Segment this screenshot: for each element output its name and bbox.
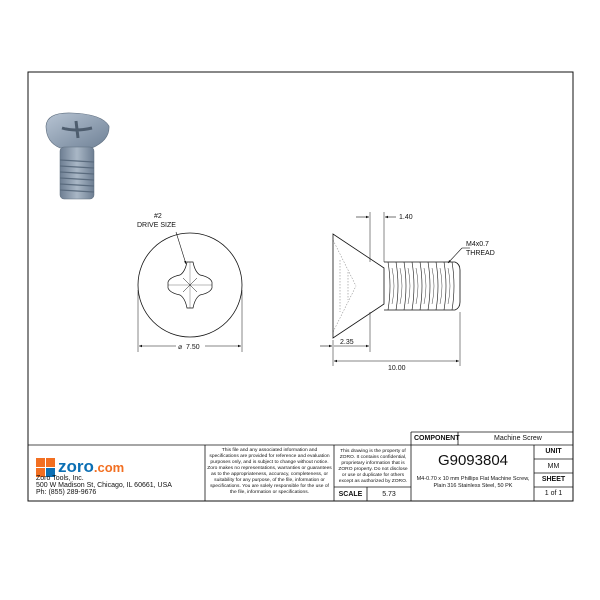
component-label: COMPONENT: [414, 435, 460, 442]
screw-render-icon: [46, 113, 109, 199]
head-thickness-dimension: 1.40: [399, 214, 413, 221]
screw-head-front-view: [138, 232, 242, 352]
logo-wordmark: zoro.com: [58, 457, 125, 476]
company-name: Zoro Tools, Inc.: [36, 475, 84, 482]
scale-value: 5.73: [382, 491, 396, 498]
property-notice: This drawing is the property of ZORO. It contains confidential, proprietary information that is ZORO property. Do not disclose or use or duplicate for others except as authorized by ZORO.: [338, 449, 408, 484]
thread-leader: [448, 248, 462, 263]
component-value: Machine Screw: [494, 435, 542, 442]
company-address: 500 W Madison St, Chicago, IL 60661, USA: [36, 482, 172, 489]
sheet-value: 1 of 1: [544, 490, 563, 497]
part-description: M4-0.70 x 10 mm Phillips Flat Machine Screw, Plain 316 Stainless Steel, 50 PK: [416, 476, 530, 489]
diameter-dimension: 7.50: [186, 344, 200, 351]
sheet-border: [28, 72, 573, 501]
part-number: G9093804: [437, 452, 509, 469]
length-dimension: 10.00: [388, 365, 406, 372]
unit-value: MM: [547, 463, 560, 470]
drive-size-number: #2: [154, 213, 162, 220]
disclaimer-text: This file and any associated information and specifications are provided for reference and evaluation purposes only, and is subject to change without notice. Zoro makes no representations, warranties or guarantees as to the appropriateness, accuracy, completeness, or suitability for any purpose, of the file, information or specifications. You are solely responsible for the use of the file, information or specifications.: [207, 448, 332, 495]
thread-label: THREAD: [466, 250, 495, 257]
scale-label: SCALE: [338, 491, 363, 498]
unit-label: UNIT: [545, 448, 562, 455]
diameter-symbol: ⌀: [178, 343, 183, 351]
company-phone: Ph: (855) 289-9676: [36, 489, 97, 496]
head-height-dimension: 2.35: [340, 339, 354, 346]
sheet-label: SHEET: [541, 476, 566, 483]
drive-size-label: DRIVE SIZE: [137, 222, 176, 229]
thread-spec: M4x0.7: [466, 241, 489, 248]
